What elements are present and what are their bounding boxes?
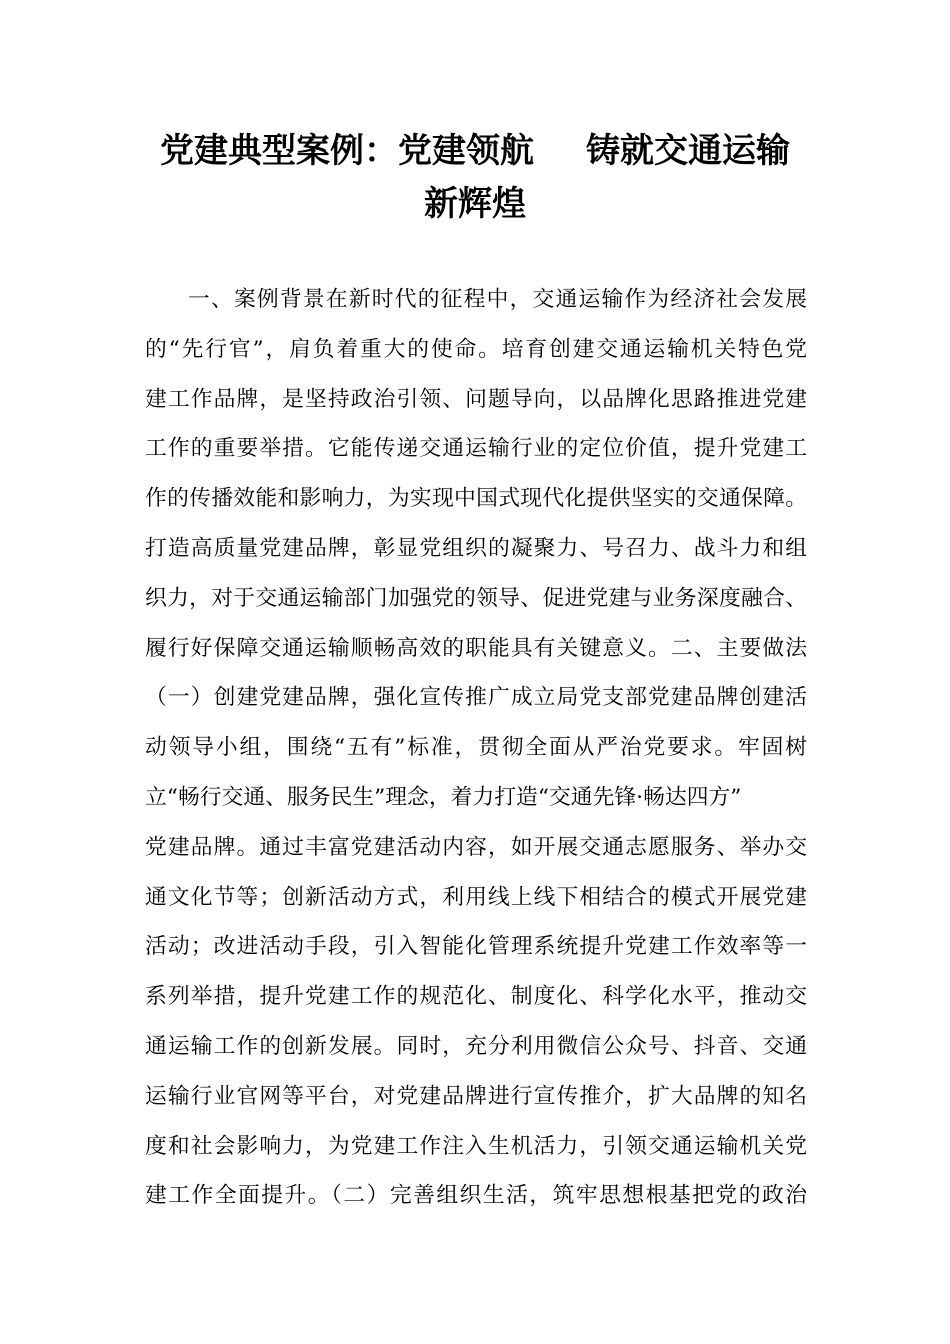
body-line: 党建品牌。通过丰富党建活动内容，如开展交通志愿服务、举办交	[145, 834, 807, 860]
title-line-1-right: 铸就交通运输	[586, 131, 790, 171]
title-line-2: 新辉煌	[424, 184, 526, 224]
body-line: 系列举措，提升党建工作的规范化、制度化、科学化水平，推动交	[145, 984, 807, 1010]
body-line: 工作的重要举措。它能传递交通运输行业的定位价值，提升党建工	[145, 436, 807, 462]
body-line: 一、案例背景在新时代的征程中，交通运输作为经济社会发展	[188, 287, 807, 312]
body-line: 动领导小组，围绕“五有”标准，贯彻全面从严治党要求。牢固树	[145, 735, 807, 761]
body-line: （一）创建党建品牌，强化宣传推广成立局党支部党建品牌创建活	[145, 685, 807, 711]
body-line: 建工作全面提升。（二）完善组织生活，筑牢思想根基把党的政治	[145, 1183, 807, 1209]
body-line: 通运输工作的创新发展。同时，充分利用微信公众号、抖音、交通	[145, 1033, 807, 1059]
body-line: 打造高质量党建品牌，彰显党组织的凝聚力、号召力、战斗力和组	[145, 535, 807, 561]
body-line: 织力，对于交通运输部门加强党的领导、促进党建与业务深度融合、	[145, 585, 807, 611]
body-line: 建工作品牌，是坚持政治引领、问题导向，以品牌化思路推进党建	[145, 386, 807, 412]
body-line: 的“先行官”，肩负着重大的使命。培育创建交通运输机关特色党	[145, 336, 807, 362]
body-line: 履行好保障交通运输顺畅高效的职能具有关键意义。二、主要做法	[145, 635, 807, 661]
document-title	[0, 125, 950, 231]
body-line: 立“畅行交通、服务民生”理念，着力打造“交通先锋·畅达四方”	[145, 784, 742, 810]
body-line: 活动；改进活动手段，引入智能化管理系统提升党建工作效率等一	[145, 934, 807, 960]
body-line: 通文化节等；创新活动方式，利用线上线下相结合的模式开展党建	[145, 884, 807, 910]
body-line: 作的传播效能和影响力，为实现中国式现代化提供坚实的交通保障。	[145, 486, 807, 512]
body-line: 度和社会影响力，为党建工作注入生机活力，引领交通运输机关党	[145, 1133, 807, 1159]
title-line-1	[0, 125, 950, 178]
title-line-1-left: 党建典型案例：党建领航	[160, 131, 534, 171]
body-line: 运输行业官网等平台，对党建品牌进行宣传推介，扩大品牌的知名	[145, 1083, 807, 1109]
body-paragraph	[145, 275, 807, 1221]
